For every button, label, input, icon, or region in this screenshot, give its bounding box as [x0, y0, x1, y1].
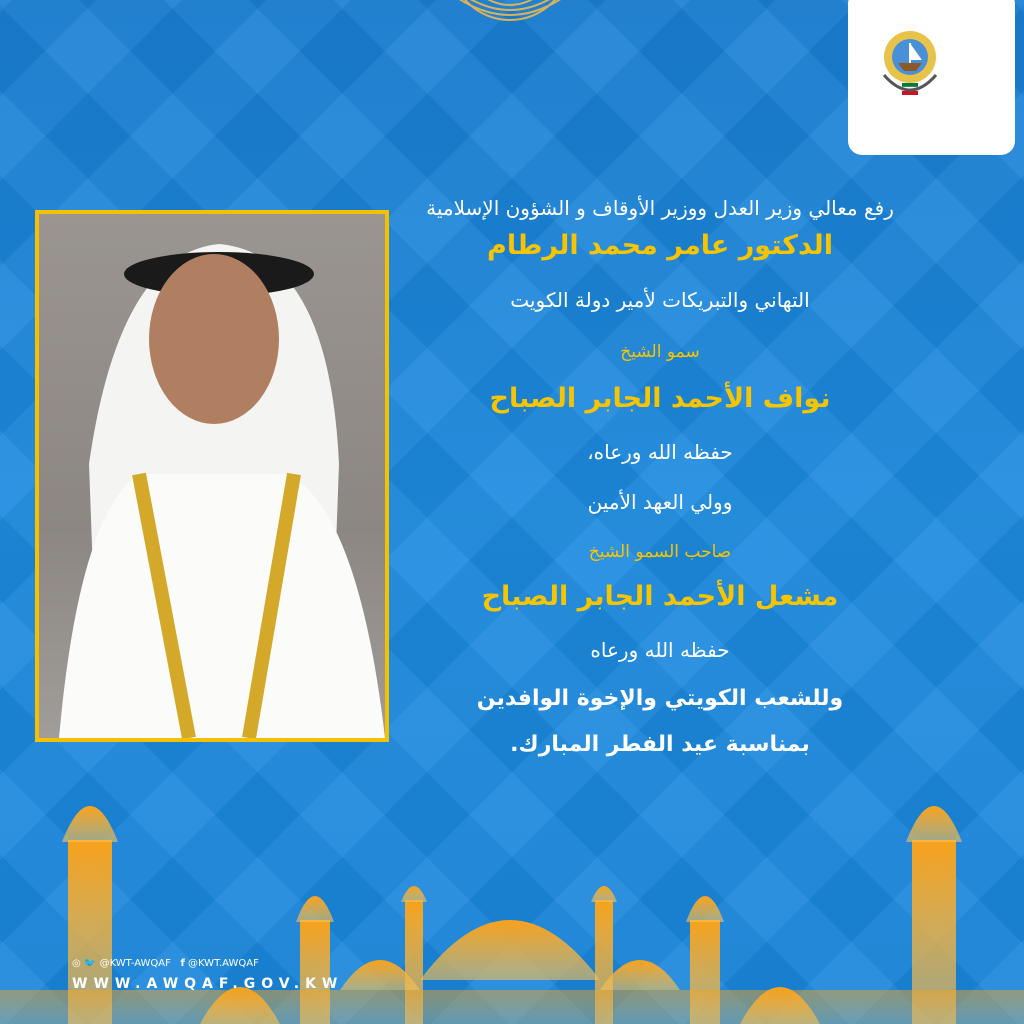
- website-link[interactable]: WWW.AWQAF.GOV.KW: [72, 976, 344, 992]
- ornament-decoration: [395, 0, 625, 30]
- title-crown-prince: صاحب السمو الشيخ: [588, 542, 732, 562]
- facebook-handle[interactable]: @KWT.AWQAF: [187, 958, 259, 969]
- blessing-line-2: حفظه الله ورعاه: [590, 638, 730, 662]
- instagram-twitter-handle[interactable]: @KWT-AWQAF: [99, 958, 171, 969]
- instagram-icon[interactable]: ◎: [72, 958, 81, 969]
- crown-prince-name: مشعل الأحمد الجابر الصباح: [481, 581, 839, 612]
- blessing-line-1: حفظه الله ورعاه،: [587, 440, 733, 464]
- twitter-icon[interactable]: 🐦: [83, 958, 97, 969]
- minister-portrait: [35, 210, 389, 742]
- occasion-line: بمناسبة عيد الفطر المبارك.: [510, 732, 810, 757]
- intro-line: رفع معالي وزير العدل ووزير الأوقاف و الشؤون الإسلامية: [426, 196, 894, 220]
- facebook-icon[interactable]: f: [180, 958, 185, 969]
- emir-name: نواف الأحمد الجابر الصباح: [489, 383, 831, 414]
- crown-prince-line: وولي العهد الأمين: [587, 490, 733, 514]
- minister-name: الدكتور عامر محمد الرطام: [487, 230, 833, 261]
- title-emir: سمو الشيخ: [620, 342, 700, 362]
- congrats-line: التهاني والتبريكات لأمير دولة الكويت: [510, 288, 810, 312]
- portrait-illustration: [39, 214, 385, 738]
- kuwait-emblem-logo: [870, 25, 950, 110]
- people-line: وللشعب الكويتي والإخوة الوافدين: [476, 686, 844, 711]
- social-handles: [72, 958, 259, 969]
